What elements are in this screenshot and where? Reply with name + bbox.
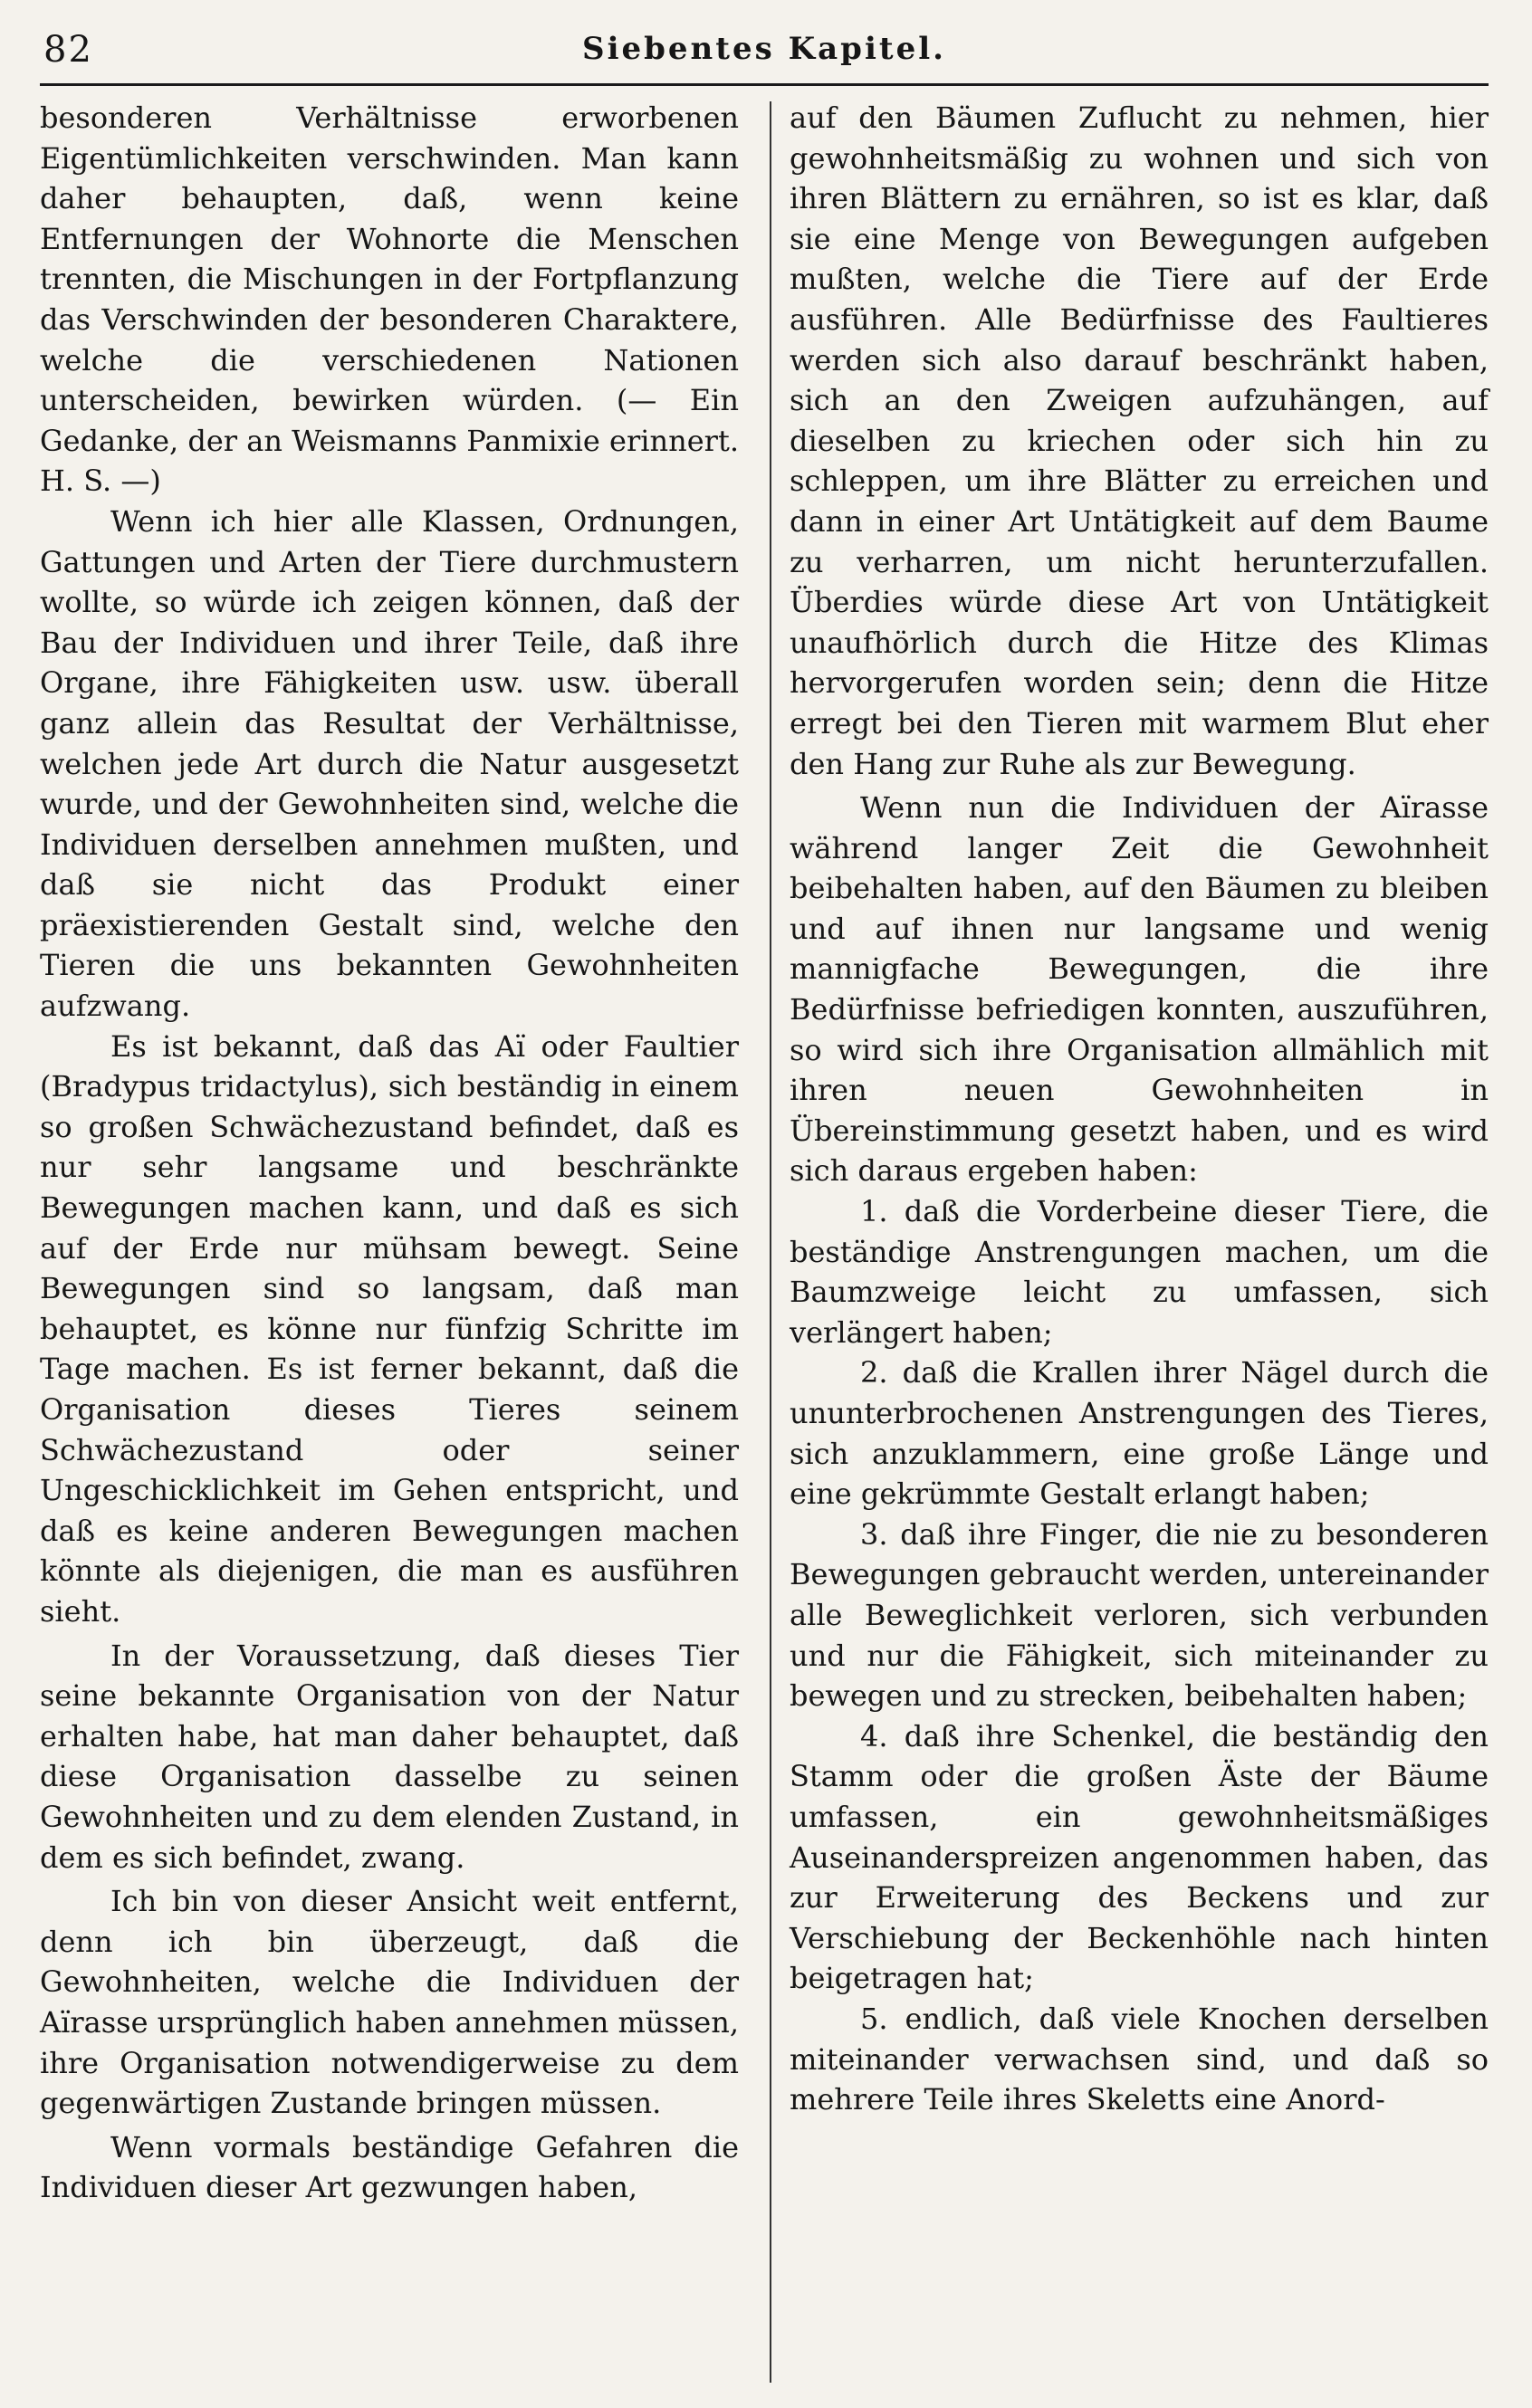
running-head: Siebentes Kapitel.	[582, 31, 946, 67]
right-column	[790, 98, 1489, 2120]
paragraph: Es ist bekannt, daß das Aï oder Faultier (Bradypus tridactylus), sich beständig in einem so großen Schwächezustand befindet, daß es nur sehr langsame und beschränkte Bewegungen machen kann, und daß es sich auf der Erde nur mühsam bewegt. Seine Bewegungen sind so langsam, daß man behauptet, es könne nur fünfzig Schritte im Tage machen. Es ist ferner bekannt, daß die Organisation dieses Tieres seinem Schwächezustand oder seiner Ungeschicklichkeit im Gehen entspricht, und daß es keine anderen Bewegungen machen könnte als diejenigen, die man es ausführen sieht.	[40, 1028, 739, 1629]
page-number: 82	[43, 29, 93, 71]
list-item: 4. daß ihre Schenkel, die beständig den Stamm oder die großen Äste der Bäume umfassen, ein gewohnheitsmäßiges Auseinanderspreizen angenommen haben, das zur Erweiterung des Beckens und zur Verschiebung der Beckenhöhle nach hinten beigetragen hat;	[790, 1718, 1489, 1996]
left-column	[40, 98, 739, 2208]
paragraph: Ich bin von dieser Ansicht weit entfernt, denn ich bin überzeugt, daß die Gewohnheiten, welche die Individuen der Aïrasse ursprünglich haben annehmen müssen, ihre Organisation notwendigerweise zu dem gegenwärtigen Zustande bringen müssen.	[40, 1884, 739, 2121]
paragraph: Wenn nun die Individuen der Aïrasse während langer Zeit die Gewohnheit beibehalten haben, auf den Bäumen zu bleiben und auf ihnen nur langsame und wenig mannigfache Bewegungen, die ihre Bedürfnisse befriedigen konnten, auszuführen, so wird sich ihre Organisation allmählich mit ihren neuen Gewohnheiten in Übereinstimmung gesetzt haben, und es wird sich daraus ergeben haben:	[790, 790, 1489, 1189]
column-divider	[770, 101, 771, 2383]
paragraph: auf den Bäumen Zuflucht zu nehmen, hier gewohnheitsmäßig zu wohnen und sich von ihren Blättern zu ernähren, so ist es klar, daß sie eine Menge von Bewegungen aufgeben mußten, welche die Tiere auf der Erde ausführen. Alle Bedürfnisse des Faultieres werden sich also darauf beschränkt haben, sich an den Zweigen aufzuhängen, auf dieselben zu kriechen oder sich hin zu schleppen, um ihre Blätter zu erreichen und dann in einer Art Untätigkeit auf dem Baume zu verharren, um nicht herunterzufallen. Überdies würde diese Art von Untätigkeit unaufhörlich durch die Hitze des Klimas hervorgerufen worden sein; denn die Hitze erregt bei den Tieren mit warmem Blut eher den Hang zur Ruhe als zur Bewegung.	[790, 100, 1489, 781]
list-item: 3. daß ihre Finger, die nie zu besonderen Bewegungen gebraucht werden, untereinander alle Beweglichkeit verloren, sich verbunden und nur die Fähigkeit, sich miteinander zu bewegen und zu strecken, beibehalten haben;	[790, 1516, 1489, 1714]
paragraph: Wenn ich hier alle Klassen, Ordnungen, Gattungen und Arten der Tiere durchmustern wollte, so würde ich zeigen können, daß der Bau der Individuen und ihrer Teile, daß ihre Organe, ihre Fähigkeiten usw. usw. überall ganz allein das Resultat der Verhältnisse, welchen jede Art durch die Natur ausgesetzt wurde, und der Gewohnheiten sind, welche die Individuen derselben annehmen mußten, und daß sie nicht das Produkt einer präexistierenden Gestalt sind, welche den Tieren die uns bekannten Gewohnheiten aufzwang.	[40, 503, 739, 1024]
list-item: 2. daß die Krallen ihrer Nägel durch die ununterbrochenen Anstrengungen des Tieres, sich anzuklammern, eine große Länge und eine gekrümmte Gestalt erlangt haben;	[790, 1355, 1489, 1512]
list-item: 5. endlich, daß viele Knochen derselben miteinander verwachsen sind, und daß so mehrere Teile ihres Skeletts eine Anord-	[790, 2001, 1489, 2117]
list-item: 1. daß die Vorderbeine dieser Tiere, die beständige Anstrengungen machen, um die Baumzweige leicht zu umfassen, sich verlängert haben;	[790, 1194, 1489, 1350]
paragraph: besonderen Verhältnisse erworbenen Eigentümlichkeiten verschwinden. Man kann daher behaupten, daß, wenn keine Entfernungen der Wohnorte die Menschen trennten, die Mischungen in der Fortpflanzung das Verschwinden der besonderen Charaktere, welche die verschiedenen Nationen unterscheiden, bewirken würden. (— Ein Gedanke, der an Weismanns Panmixie erinnert. H. S. —)	[40, 100, 739, 499]
paragraph: Wenn vormals beständige Gefahren die Individuen dieser Art gezwungen haben,	[40, 2129, 739, 2205]
paragraph: In der Voraussetzung, daß dieses Tier seine bekannte Organisation von der Natur erhalten habe, hat man daher behauptet, daß diese Organisation dasselbe zu seinen Gewohnheiten und zu dem elenden Zustand, in dem es sich befindet, zwang.	[40, 1638, 739, 1875]
page-header	[40, 20, 1489, 86]
